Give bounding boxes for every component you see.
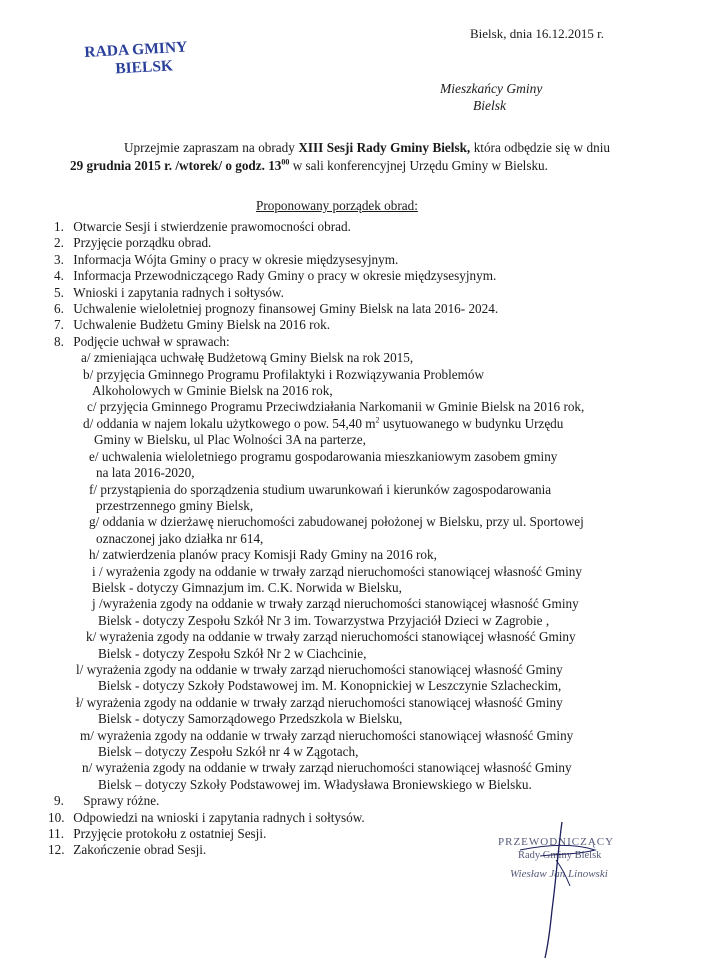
agenda-item-text: Informacja Wójta Gminy o pracy w okresie międzysesyjnym. [73, 251, 399, 267]
chairman-org: Rady Gminy Bielsk [518, 850, 602, 861]
resolution-d-cont: Gminy w Bielsku, ul Plac Wolności 3A na parterze, [94, 432, 366, 448]
agenda-item-text: Sprawy różne. [83, 793, 160, 809]
agenda-item-2: 2. Przyjęcie porządku obrad. [54, 235, 212, 251]
agenda-item-text: Podjęcie uchwał w sprawach: [73, 333, 230, 349]
chairman-title: PRZEWODNICZĄCY [498, 836, 615, 848]
resolution-g: g/ oddania w dzierżawę nieruchomości zabudowanej położonej w Bielsku, przy ul. Sportowej [89, 514, 584, 530]
agenda-item-8: 8. Podjęcie uchwał w sprawach: [54, 333, 230, 349]
agenda-item-text: Uchwalenie wieloletniej prognozy finansowej Gminy Bielsk na lata 2016- 2024. [73, 301, 499, 317]
resolution-b-cont: Alkoholowych w Gminie Bielsk na 2016 rok, [92, 383, 333, 399]
resolution-l: l/ wyrażenia zgody na oddanie w trwały zarząd nieruchomości stanowiącej własność Gminy [76, 661, 563, 677]
stamp-line-2: BIELSK [114, 57, 174, 78]
resolution-m: m/ wyrażenia zgody na oddanie w trwały zarząd nieruchomości stanowiącej własność Gminy [80, 727, 574, 743]
agenda-item-text: Informacja Przewodniczącego Rady Gminy o pracy w okresie międzysesyjnym. [73, 268, 497, 284]
intro-text-3: w sali konferencyjnej Urzędu Gminy w Bielsku. [289, 158, 548, 173]
addressee-line-1: Mieszkańcy Gminy [440, 81, 543, 96]
agenda-item-text: Uchwalenie Budżetu Gminy Bielsk na 2016 rok. [73, 317, 331, 333]
resolution-d-text-end: usytuowanego w budynku Urzędu [379, 415, 564, 431]
agenda-item-text: Przyjęcie protokołu z ostatniej Sesji. [73, 826, 267, 842]
agenda-item-9: 9. Sprawy różne. [54, 793, 160, 809]
resolution-l-stroke: ł/ wyrażenia zgody na oddanie w trwały zarząd nieruchomości stanowiącej własność Gminy [76, 694, 563, 710]
resolution-l-cont: Bielsk - dotyczy Szkoły Podstawowej im. M. Konopnickiej w Leszczynie Szlacheckim, [98, 678, 562, 694]
resolution-m-cont: Bielsk – dotyczy Zespołu Szkół nr 4 w Zągotach, [98, 744, 359, 759]
session-datetime [70, 158, 289, 173]
agenda-item-7: 7. Uchwalenie Budżetu Gminy Bielsk na 2016 rok. [54, 317, 331, 333]
agenda-item-text: Odpowiedzi na wnioski i zapytania radnych i sołtysów. [73, 809, 365, 825]
resolution-g-cont: oznaczonej jako działka nr 614, [96, 530, 264, 546]
agenda-item-12: 12. Zakończenie obrad Sesji. [48, 842, 207, 858]
council-stamp [84, 39, 189, 80]
session-name: XIII Sesji Rady Gminy Bielsk, [298, 140, 471, 155]
square-meter-sup: 2 [375, 415, 380, 425]
resolution-e-cont: na lata 2016-2020, [96, 465, 195, 481]
resolution-d [54, 416, 654, 432]
session-date: 29 grudnia 2015 r. /wtorek/ o godz. 13 [70, 158, 282, 173]
resolution-n-cont: Bielsk – dotyczy Szkoły Podstawowej im. Władysława Broniewskiego w Bielsku. [98, 776, 532, 792]
agenda-item-5: 5. Wnioski i zapytania radnych i sołtysów. [54, 284, 284, 300]
agenda-item-text: Przyjęcie porządku obrad. [73, 235, 212, 251]
agenda-item-text: Wnioski i zapytania radnych i sołtysów. [73, 284, 284, 300]
resolution-n: n/ wyrażenia zgody na oddanie w trwały zarząd nieruchomości stanowiącej własność Gminy [82, 760, 572, 776]
document-date: Bielsk, dnia 16.12.2015 r. [470, 26, 604, 41]
agenda-list [48, 219, 654, 859]
stamp-line-1: RADA GMINY [84, 38, 188, 61]
intro-text-1: Uprzejmie zapraszam na obrady [124, 140, 299, 155]
agenda-item-4: 4. Informacja Przewodniczącego Rady Gminy o pracy w okresie międzysesyjnym. [54, 268, 497, 284]
agenda-item-1: 1. Otwarcie Sesji i stwierdzenie prawomocności obrad. [54, 219, 351, 234]
resolution-i-cont: Bielsk - dotyczy Gimnazjum im. C.K. Norwida w Bielsku, [92, 579, 402, 595]
resolution-k-cont: Bielsk - dotyczy Zespołu Szkół Nr 2 w Ciachcinie, [98, 645, 367, 661]
addressee [440, 80, 542, 114]
resolution-a: a/ zmieniająca uchwałę Budżetową Gminy Bielsk na rok 2015, [81, 350, 414, 366]
resolution-j-cont: Bielsk - dotyczy Zespołu Szkół Nr 3 im. Towarzystwa Przyjaciół Dzieci w Zagrobie , [98, 612, 550, 628]
handwritten-signature [500, 820, 620, 960]
agenda-item-3: 3. Informacja Wójta Gminy o pracy w okresie międzysesyjnym. [54, 251, 399, 267]
resolution-d-text: d/ oddania w najem lokalu użytkowego o pow. 54,40 m [83, 415, 376, 431]
resolution-b: b/ przyjęcia Gminnego Programu Profilaktyki i Rozwiązywania Problemów [83, 366, 485, 382]
resolution-f: f/ przystąpienia do sporządzenia studium uwarunkowań i kierunków zagospodarowania [89, 481, 552, 497]
resolution-l-stroke-cont: Bielsk - dotyczy Samorządowego Przedszkola w Bielsku, [98, 711, 403, 727]
agenda-item-text: Zakończenie obrad Sesji. [73, 842, 207, 858]
resolution-f-cont: przestrzennego gminy Bielsk, [96, 497, 254, 513]
chairman-name: Wiesław Jan Linowski [510, 868, 608, 880]
invitation-paragraph [70, 139, 610, 175]
resolution-e: e/ uchwalenia wieloletniego programu gospodarowania mieszkaniowym zasobem gminy [89, 448, 558, 464]
resolution-c: c/ przyjęcia Gminnego Programu Przeciwdziałania Narkomanii w Gminie Bielsk na 2016 rok, [87, 399, 585, 415]
resolution-j: j /wyrażenia zgody na oddanie w trwały zarząd nieruchomości stanowiącej własność Gminy [92, 596, 579, 612]
agenda-item-text: Otwarcie Sesji i stwierdzenie prawomocności obrad. [73, 219, 351, 234]
agenda-title: Proponowany porządek obrad: [256, 198, 418, 213]
agenda-item-11: 11. Przyjęcie protokołu z ostatniej Sesji. [48, 826, 267, 842]
agenda-item-6: 6. Uchwalenie wieloletniej prognozy finansowej Gminy Bielsk na lata 2016- 2024. [54, 301, 499, 317]
intro-text-2: która odbędzie się w dniu [470, 140, 610, 155]
agenda-item-10: 10. Odpowiedzi na wnioski i zapytania radnych i sołtysów. [48, 809, 365, 825]
resolution-h: h/ zatwierdzenia planów pracy Komisji Rady Gminy na 2016 rok, [89, 547, 437, 563]
resolution-k: k/ wyrażenia zgody na oddanie w trwały zarząd nieruchomości stanowiącej własność Gminy [86, 629, 576, 645]
resolution-i: i / wyrażenia zgody na oddanie w trwały zarząd nieruchomości stanowiącej własność Gminy [92, 563, 582, 579]
session-minutes: 00 [281, 157, 290, 167]
addressee-line-2: Bielsk [473, 98, 506, 113]
